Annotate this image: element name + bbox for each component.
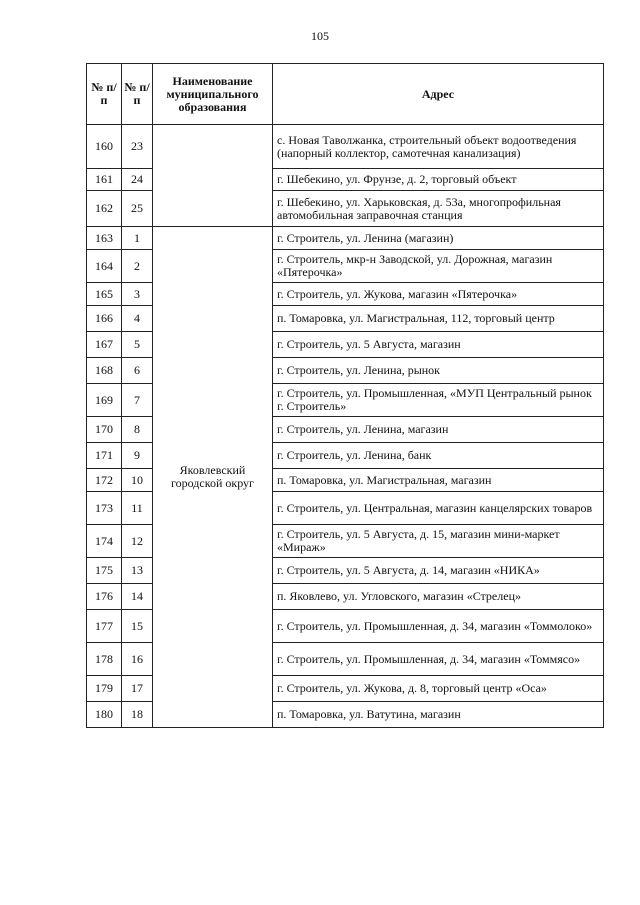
header-num-local: № п/п — [122, 64, 153, 125]
header-num-total: № п/п — [87, 64, 122, 125]
cell-address: г. Строитель, ул. 5 Августа, д. 14, магазин «НИКА» — [273, 558, 604, 584]
cell-num-total: 166 — [87, 306, 122, 332]
cell-num-total: 170 — [87, 417, 122, 443]
cell-num-total: 161 — [87, 169, 122, 191]
cell-num-local: 12 — [122, 525, 153, 558]
cell-address: г. Строитель, ул. Ленина (магазин) — [273, 227, 604, 250]
cell-num-total: 179 — [87, 676, 122, 702]
cell-address: г. Строитель, ул. Ленина, рынок — [273, 358, 604, 384]
cell-address: п. Яковлево, ул. Угловского, магазин «Стрелец» — [273, 584, 604, 610]
cell-num-local: 13 — [122, 558, 153, 584]
cell-address: г. Строитель, ул. Жукова, магазин «Пятерочка» — [273, 283, 604, 306]
cell-address: г. Строитель, мкр-н Заводской, ул. Дорожная, магазин «Пятерочка» — [273, 250, 604, 283]
cell-num-local: 11 — [122, 492, 153, 525]
cell-num-total: 173 — [87, 492, 122, 525]
cell-num-local: 3 — [122, 283, 153, 306]
table-row — [87, 227, 604, 250]
page-number: 105 — [311, 29, 329, 43]
cell-address: п. Томаровка, ул. Магистральная, магазин — [273, 469, 604, 492]
cell-num-total: 172 — [87, 469, 122, 492]
cell-address: г. Строитель, ул. Жукова, д. 8, торговый центр «Оса» — [273, 676, 604, 702]
cell-num-total: 178 — [87, 643, 122, 676]
cell-num-local: 4 — [122, 306, 153, 332]
header-municipality: Наименование муниципального образования — [153, 64, 273, 125]
cell-address: г. Строитель, ул. Ленина, банк — [273, 443, 604, 469]
cell-num-total: 176 — [87, 584, 122, 610]
cell-num-total: 169 — [87, 384, 122, 417]
cell-address: с. Новая Таволжанка, строительный объект водоотведения (напорный коллектор, самотечная канализация) — [273, 125, 604, 169]
cell-num-total: 167 — [87, 332, 122, 358]
cell-num-local: 1 — [122, 227, 153, 250]
cell-num-total: 165 — [87, 283, 122, 306]
address-table — [86, 63, 604, 728]
cell-num-local: 23 — [122, 125, 153, 169]
cell-address: г. Строитель, ул. Ленина, магазин — [273, 417, 604, 443]
cell-num-local: 7 — [122, 384, 153, 417]
cell-num-local: 25 — [122, 191, 153, 227]
table-body — [87, 125, 604, 728]
cell-num-local: 5 — [122, 332, 153, 358]
cell-address: г. Строитель, ул. Промышленная, «МУП Центральный рынок г. Строитель» — [273, 384, 604, 417]
cell-municipality: Яковлевский городской округ — [153, 227, 273, 728]
cell-address: г. Строитель, ул. Центральная, магазин канцелярских товаров — [273, 492, 604, 525]
cell-num-total: 168 — [87, 358, 122, 384]
cell-num-local: 2 — [122, 250, 153, 283]
cell-municipality — [153, 125, 273, 227]
cell-num-total: 163 — [87, 227, 122, 250]
cell-num-total: 175 — [87, 558, 122, 584]
cell-num-total: 177 — [87, 610, 122, 643]
cell-num-local: 17 — [122, 676, 153, 702]
cell-num-local: 14 — [122, 584, 153, 610]
cell-num-total: 162 — [87, 191, 122, 227]
cell-num-local: 18 — [122, 702, 153, 728]
cell-num-total: 171 — [87, 443, 122, 469]
cell-num-total: 174 — [87, 525, 122, 558]
cell-num-total: 160 — [87, 125, 122, 169]
cell-num-local: 6 — [122, 358, 153, 384]
cell-num-total: 164 — [87, 250, 122, 283]
cell-num-local: 16 — [122, 643, 153, 676]
cell-address: г. Строитель, ул. 5 Августа, магазин — [273, 332, 604, 358]
cell-address: г. Строитель, ул. Промышленная, д. 34, магазин «Томмолоко» — [273, 610, 604, 643]
cell-num-local: 9 — [122, 443, 153, 469]
cell-num-total: 180 — [87, 702, 122, 728]
cell-num-local: 24 — [122, 169, 153, 191]
cell-address: г. Шебекино, ул. Фрунзе, д. 2, торговый объект — [273, 169, 604, 191]
cell-num-local: 8 — [122, 417, 153, 443]
cell-address: п. Томаровка, ул. Магистральная, 112, торговый центр — [273, 306, 604, 332]
cell-address: г. Строитель, ул. 5 Августа, д. 15, магазин мини-маркет «Мираж» — [273, 525, 604, 558]
table-header-row — [87, 64, 604, 125]
cell-num-local: 10 — [122, 469, 153, 492]
header-address: Адрес — [273, 64, 604, 125]
cell-num-local: 15 — [122, 610, 153, 643]
cell-address: г. Шебекино, ул. Харьковская, д. 53а, многопрофильная автомобильная заправочная станция — [273, 191, 604, 227]
cell-address: г. Строитель, ул. Промышленная, д. 34, магазин «Томмясо» — [273, 643, 604, 676]
cell-address: п. Томаровка, ул. Ватутина, магазин — [273, 702, 604, 728]
table-row — [87, 125, 604, 169]
